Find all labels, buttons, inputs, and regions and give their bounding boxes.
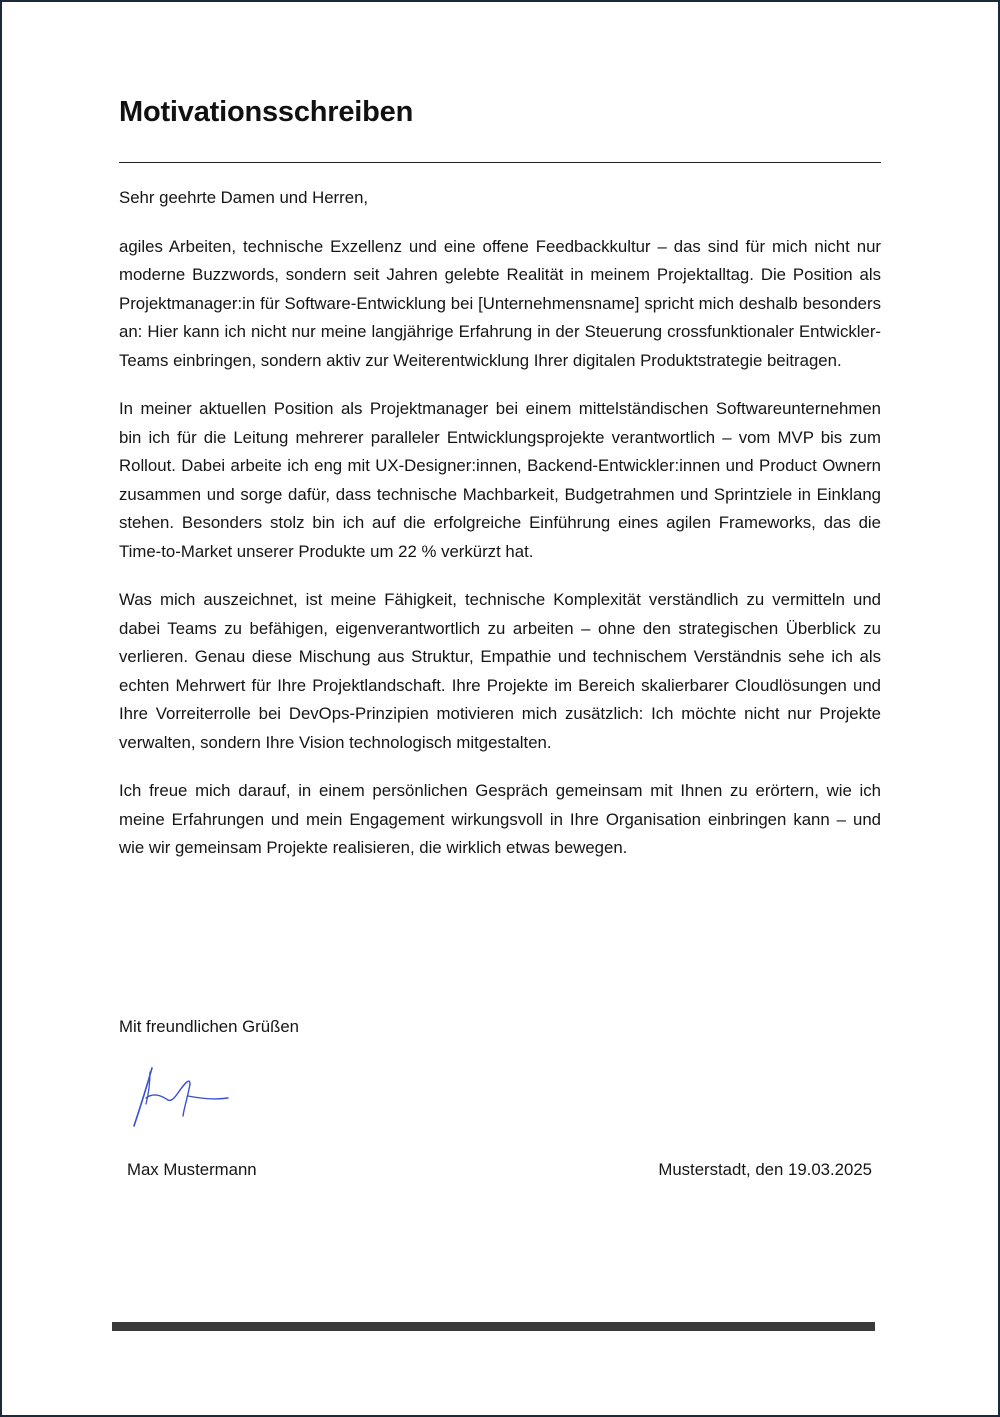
signature-image xyxy=(128,1062,238,1132)
closing-phrase: Mit freundlichen Grüßen xyxy=(119,1017,300,1036)
paragraph-closing: Ich freue mich darauf, in einem persönlichen Gespräch gemeinsam mit Ihnen zu erörtern, wie ich meine Erfahrungen und mein Engagement wirkungsvoll in Ihre Organisation einbringen kann – und wie wir gemeinsam Projekte realisieren, die wirklich etwas bewegen. xyxy=(119,781,881,857)
footer-bar xyxy=(112,1322,875,1331)
document-title: Motivationsschreiben xyxy=(119,96,414,128)
salutation: Sehr geehrte Damen und Herren, xyxy=(119,188,369,207)
place-and-date: Musterstadt, den 19.03.2025 xyxy=(658,1160,872,1179)
sender-name: Max Mustermann xyxy=(127,1160,257,1179)
paragraph-strengths: Was mich auszeichnet, ist meine Fähigkeit, technische Komplexität verständlich zu vermitteln und dabei Teams zu befähigen, eigenverantwortlich zu arbeiten – ohne den strategischen Überblick zu verlieren. Genau diese Mischung aus Struktur, Empathie und technischem Verständnis sehe ich als echten Mehrwert für Ihre Projektlandschaft. Ihre Projekte im Bereich skalierbarer Cloudlösungen und Ihre Vorreiterrolle bei DevOps-Prinzipien motivieren mich zusätzlich: Ich möchte nicht nur Projekte verwalten, sondern Ihre Vision technologisch mitgestalten. xyxy=(119,590,881,752)
letter-body xyxy=(119,184,881,883)
paragraph-intro: agiles Arbeiten, technische Exzellenz und eine offene Feedbackkultur – das sind für mich nicht nur moderne Buzzwords, sondern seit Jahren gelebte Realität in meinem Projektalltag. Die Position als Projektmanager:in für Software-Entwicklung bei [Unternehmensname] spricht mich deshalb besonders an: Hier kann ich nicht nur meine langjährige Erfahrung in der Steuerung crossfunktionaler Entwickler-Teams einbringen, sondern aktiv zur Weiterentwicklung Ihrer digitalen Produktstrategie beitragen. xyxy=(119,236,881,370)
title-divider xyxy=(119,162,881,163)
paragraph-experience: In meiner aktuellen Position als Projektmanager bei einem mittelständischen Softwareunternehmen bin ich für die Leitung mehrerer paralleler Entwicklungsprojekte verantwortlich – vom MVP bis zum Rollout. Dabei arbeite ich eng mit UX-Designer:innen, Backend-Entwickler:innen und Product Ownern zusammen und sorge dafür, dass technische Machbarkeit, Budgetrahmen und Sprintziele in Einklang stehen. Besonders stolz bin ich auf die erfolgreiche Einführung eines agilen Frameworks, das die Time-to-Market unserer Produkte um 22 % verkürzt hat. xyxy=(119,399,881,561)
